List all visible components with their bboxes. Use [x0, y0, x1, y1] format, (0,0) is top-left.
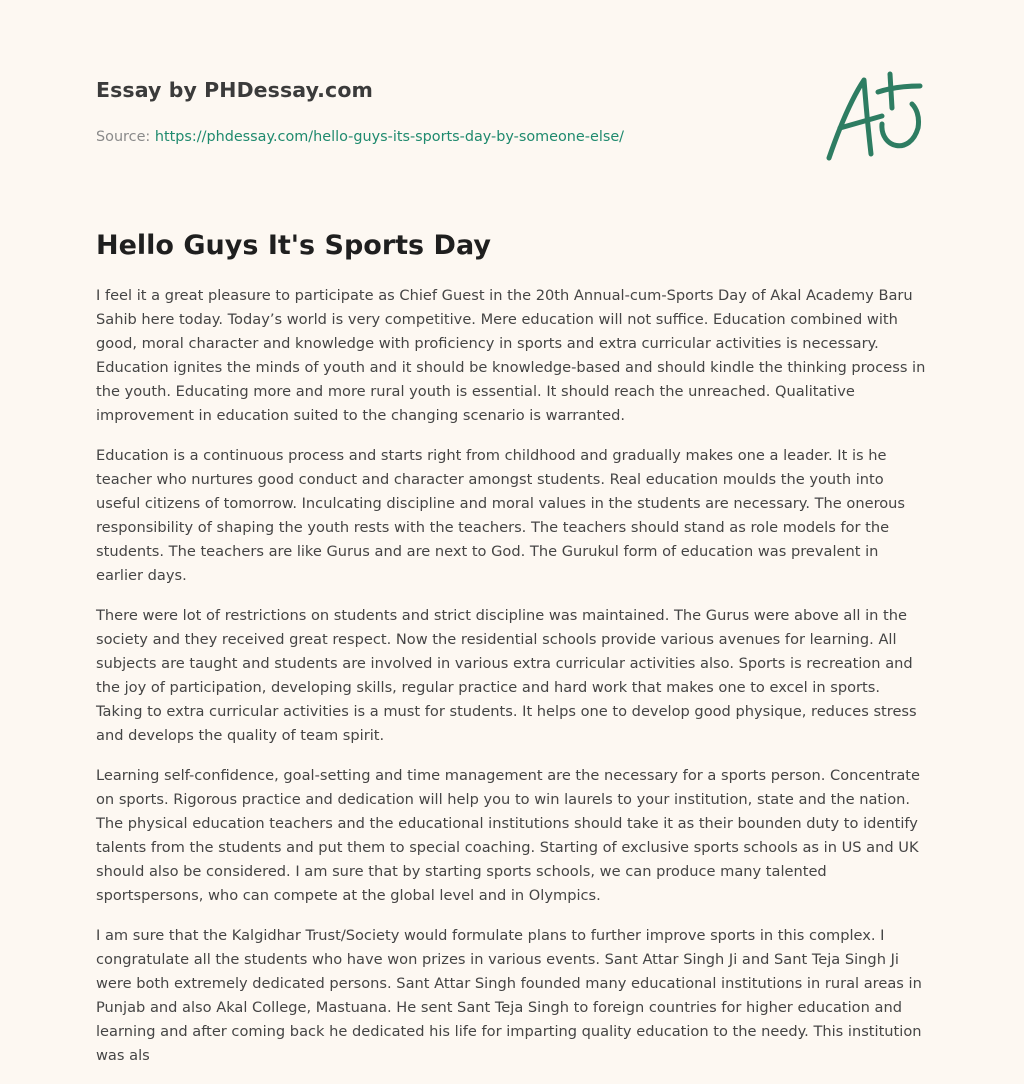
- source-line: [96, 127, 816, 147]
- source-link[interactable]: https://phdessay.com/hello-guys-its-sports-day-by-someone-else/: [154, 129, 625, 145]
- paragraph: I feel it a great pleasure to participate as Chief Guest in the 20th Annual-cum-Sports Day of Akal Academy Baru Sahib here today. Today’s world is very competitive. Mere education will not suffice. Education combined with good, moral character and knowledge with proficiency in sports and extra curricular activities is necessary. Education ignites the minds of youth and it should be knowledge-based and should kindle the thinking process in the youth. Educating more and more rural youth is essential. It should reach the unreached. Qualitative improvement in education suited to the changing scenario is warranted.: [96, 287, 926, 424]
- paragraph: I am sure that the Kalgidhar Trust/Society would formulate plans to further improve sports in this complex. I congratulate all the students who have won prizes in various events. Sant Attar Singh Ji and Sant Teja Singh Ji were both extremely dedicated persons. Sant Attar Singh founded many educational institutions in rural areas in Punjab and also Akal College, Mastuana. He sent Sant Teja Singh to foreign countries for higher education and learning and after coming back he dedicated his life for imparting quality education to the needy. This institution was als: [96, 927, 922, 1064]
- a-plus-logo-icon: [820, 66, 930, 166]
- source-label: Source:: [96, 129, 151, 145]
- paragraph: Education is a continuous process and starts right from childhood and gradually makes one a leader. It is he teacher who nurtures good conduct and character amongst students. Real education moulds the youth into useful citizens of tomorrow. Inculcating discipline and moral values in the students are necessary. The onerous responsibility of shaping the youth rests with the teachers. The teachers should stand as role models for the students. The teachers are like Gurus and are next to God. The Gurukul form of education was prevalent in earlier days.: [96, 447, 906, 584]
- document-header: [96, 76, 816, 147]
- essay-body: [96, 284, 930, 1084]
- paragraph: There were lot of restrictions on students and strict discipline was maintained. The Gurus were above all in the society and they received great respect. Now the residential schools provide various avenues for learning. All subjects are taught and students are involved in various extra curricular activities also. Sports is recreation and the joy of participation, developing skills, regular practice and hard work that makes one to excel in sports. Taking to extra curricular activities is a must for students. It helps one to develop good physique, reduces stress and develops the quality of team spirit.: [96, 607, 917, 744]
- essay-title: Hello Guys It's Sports Day: [96, 230, 491, 261]
- site-brand: Essay by PHDessay.com: [96, 78, 373, 102]
- paragraph: Learning self-confidence, goal-setting and time management are the necessary for a sports person. Concentrate on sports. Rigorous practice and dedication will help you to win laurels to your institution, state and the nation. The physical education teachers and the educational institutions should take it as their bounden duty to identify talents from the students and put them to special coaching. Starting of exclusive sports schools as in US and UK should also be considered. I am sure that by starting sports schools, we can produce many talented sportspersons, who can compete at the global level and in Olympics.: [96, 767, 921, 904]
